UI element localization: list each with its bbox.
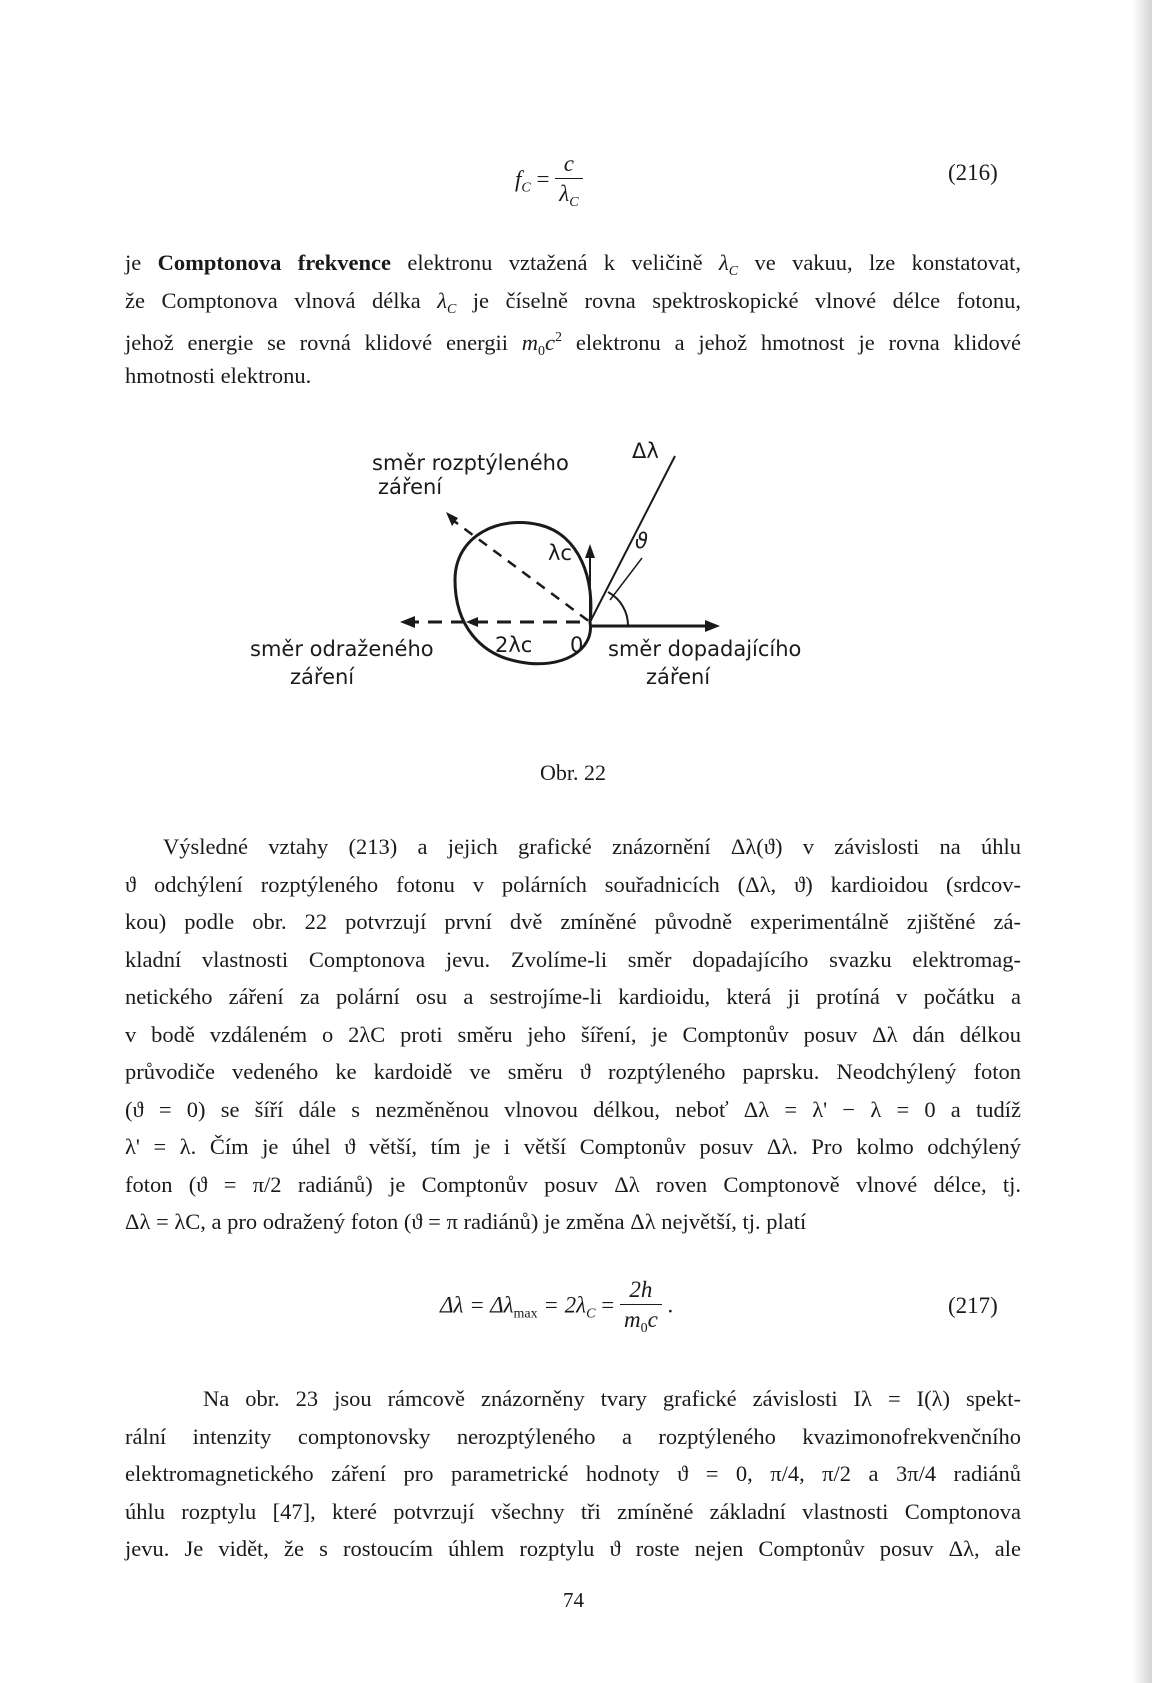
label-lambda-c: λc — [548, 541, 572, 565]
equation-number-217: (217) — [948, 1293, 998, 1318]
para1-text: jehož energie se rovná klidové energii — [125, 330, 522, 355]
eq217-numerator: 2h — [620, 1278, 662, 1305]
figure-22-diagram — [250, 440, 890, 740]
eq217-tail: . — [661, 1292, 674, 1318]
para2-line-5: netického záření za polární osu a sestrojíme-li kardioidu, která ji protíná v počátku a — [125, 984, 1021, 1009]
para2-line-9: λ' = λ. Čím je úhel ϑ větší, tím je i větší Comptonův posuv Δλ. Pro kolmo odchýlený — [125, 1134, 1021, 1159]
para2-line-8: (ϑ = 0) se šíří dále s nezměněnou vlnovou délkou, neboť Δλ = λ' − λ = 0 a tudíž — [125, 1096, 1021, 1122]
para3-line-1: Na obr. 23 jsou rámcově znázorněny tvary grafické závislosti Iλ = I(λ) spekt- — [203, 1386, 1021, 1411]
label-theta: ϑ — [635, 529, 649, 553]
eq217-part1-sub: max — [513, 1306, 538, 1322]
eq217-den-m: m — [623, 1307, 641, 1332]
eq216-equals: = — [536, 166, 550, 192]
label-reflected-2: záření — [290, 665, 355, 689]
label-two-lambda-c: 2λc — [495, 633, 533, 657]
eq217-den-sub: 0 — [640, 1321, 648, 1336]
para3-line-2: rální intenzity comptonovsky nerozptýleného a rozptýleného kvazimonofrekvenčního — [125, 1423, 1021, 1449]
eq216-denominator — [555, 179, 582, 210]
para2-line-10: foton (ϑ = π/2 radiánů) je Comptonův posuv Δλ roven Comptonově vlnové délce, tj. — [125, 1171, 1021, 1197]
paragraph-2 — [125, 828, 1021, 1241]
symbol-lambda: λ — [719, 250, 729, 275]
label-scattered-2: záření — [378, 475, 443, 499]
para2-line-6: v bodě vzdáleném o 2λC proti směru jeho šíření, je Comptonův posuv Δλ dán délkou — [125, 1021, 1021, 1047]
label-reflected-1: směr odraženého — [250, 637, 434, 661]
eq217-denominator — [620, 1305, 662, 1336]
eq217-fraction — [620, 1278, 662, 1336]
paragraph-1 — [125, 244, 1021, 394]
theta-angle-arc — [608, 592, 628, 626]
two-lambda-arrowhead — [466, 617, 478, 627]
para1-line-3 — [125, 319, 1021, 357]
reflected-arrowhead — [400, 616, 415, 628]
equation-216 — [515, 152, 583, 210]
eq216-lhs: f — [515, 166, 522, 192]
para1-text: je číselně rovna spektroskopické vlnové délce fotonu, — [456, 287, 1021, 313]
scattered-dashed-line — [450, 518, 590, 622]
para1-text: elektronu vztažená k veličině — [391, 250, 719, 275]
para1-text: elektronu a jehož hmotnost je rovna klidové — [562, 330, 1021, 355]
incident-arrowhead — [705, 620, 720, 632]
eq216-den-symbol: λ — [559, 181, 570, 206]
eq216-lhs-sub: C — [521, 180, 531, 196]
symbol-c: c — [545, 330, 556, 355]
figure-caption: Obr. 22 — [540, 760, 606, 785]
eq216-fraction — [555, 152, 582, 210]
para2-line-4: kladní vlastnosti Comptonova jevu. Zvolíme-li směr dopadajícího svazku elektromag- — [125, 946, 1021, 972]
para1-line-1 — [125, 244, 1021, 282]
eq216-den-sub: C — [569, 195, 579, 210]
equation-number-216: (216) — [948, 160, 998, 185]
para2-line-1: Výsledné vztahy (213) a jejich grafické znázornění Δλ(ϑ) v závislosti na úhlu — [163, 834, 1021, 859]
symbol-sub: 0 — [538, 344, 546, 359]
para3-line-4: úhlu rozptylu [47], které potvrzují všechny tři zmíněné základní vlastnosti Comptonova — [125, 1498, 1021, 1524]
symbol-sup: 2 — [555, 330, 563, 345]
term-compton-frequency: Comptonova frekvence — [157, 250, 392, 275]
label-scattered-1: směr rozptýleného — [372, 451, 569, 475]
para3-line-5: jevu. Je vidět, že s rostoucím úhlem rozptylu ϑ roste nejen Comptonův posuv Δλ, ale — [125, 1536, 1021, 1561]
eq217-den-c: c — [647, 1307, 658, 1332]
symbol-sub: C — [446, 301, 457, 317]
lambda-c-arrowhead — [585, 544, 595, 558]
eq217-part2: = 2λ — [537, 1292, 587, 1318]
symbol-sub: C — [728, 264, 739, 279]
theta-pointer — [610, 558, 642, 600]
paragraph-3 — [125, 1380, 1021, 1568]
label-origin: 0 — [570, 633, 584, 657]
para2-line-11: Δλ = λC, a pro odražený foton (ϑ = π radiánů) je změna Δλ největší, tj. platí — [125, 1209, 807, 1234]
para1-line-2 — [125, 282, 1021, 320]
label-incident-2: záření — [646, 665, 711, 689]
symbol-lambda: λ — [437, 287, 447, 313]
eq217-part3: = — [595, 1292, 620, 1318]
para2-line-3: kou) podle obr. 22 potvrzují první dvě zmíněné původně experimentálně zjištěné zá- — [125, 909, 1021, 934]
para1-text: že Comptonova vlnová délka — [125, 287, 438, 313]
eq217-part2-sub: C — [586, 1306, 596, 1322]
eq217-part1: Δλ = Δλ — [440, 1292, 514, 1318]
para2-line-2: ϑ odchýlení rozptýleného fotonu v polárních souřadnicích (Δλ, ϑ) kardioidou (srdcov- — [125, 871, 1021, 897]
page-number: 74 — [563, 1588, 584, 1612]
para3-line-3: elektromagnetického záření pro parametrické hodnoty ϑ = 0, π/4, π/2 a 3π/4 radiánů — [125, 1461, 1021, 1486]
page-edge-shadow — [1132, 0, 1152, 1683]
eq216-numerator: c — [555, 152, 582, 179]
para1-line-4: hmotnosti elektronu. — [125, 362, 312, 388]
para2-line-7: průvodiče vedeného ke kardoidě ve směru ϑ rozptýleného paprsku. Neodchýlený foton — [125, 1059, 1021, 1084]
equation-217 — [440, 1278, 673, 1336]
symbol-m: m — [521, 330, 539, 355]
label-delta-lambda: Δλ — [632, 440, 659, 463]
para1-text: ve vakuu, lze konstatovat, — [738, 250, 1021, 275]
delta-lambda-radius — [590, 456, 675, 622]
label-incident-1: směr dopadajícího — [608, 637, 802, 661]
para1-text: je — [125, 250, 158, 275]
